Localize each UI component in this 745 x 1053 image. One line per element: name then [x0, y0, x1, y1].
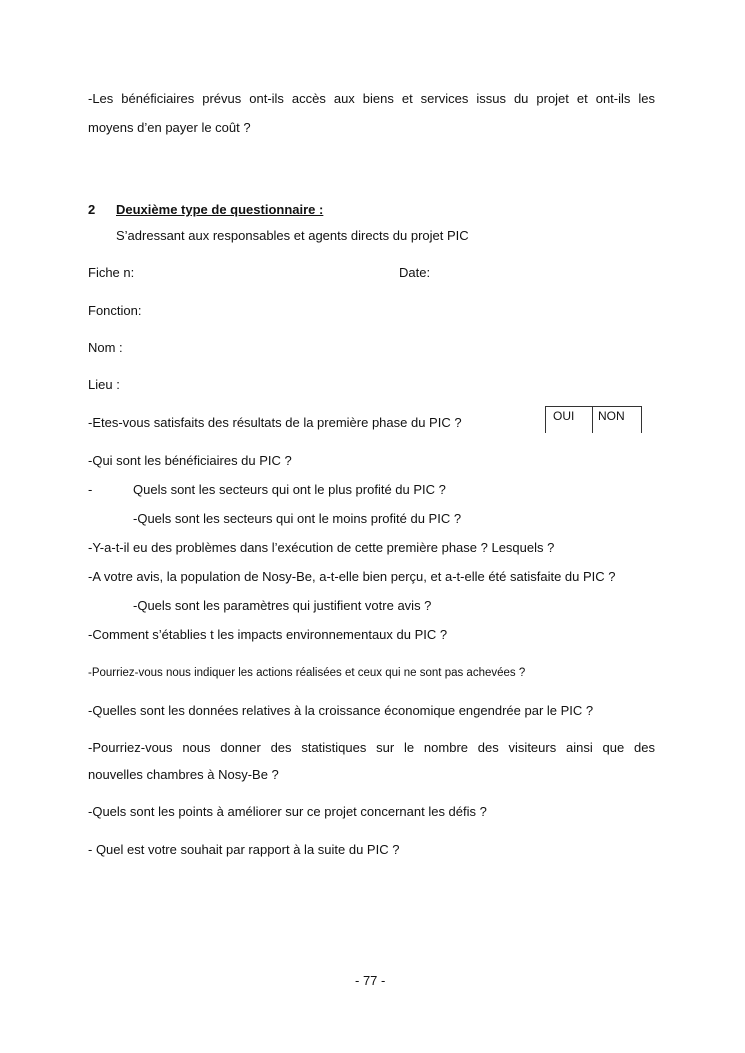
question-12: -Quels sont les points à améliorer sur ce projet concernant les défis ?: [88, 804, 487, 819]
question-10: -Quelles sont les données relatives à la croissance économique engendrée par le PIC ?: [88, 703, 594, 718]
question-3-bullet: -: [88, 482, 93, 497]
field-date: Date:: [399, 265, 431, 280]
section-number: 2: [88, 202, 96, 217]
question-1: -Etes-vous satisfaits des résultats de la première phase du PIC ?: [88, 415, 462, 430]
field-fiche: Fiche n:: [88, 265, 135, 280]
oui-label[interactable]: OUI: [553, 409, 575, 423]
checkbox-divider: [592, 406, 593, 433]
page-number: - 77 -: [355, 973, 386, 988]
question-7: -Quels sont les paramètres qui justifient votre avis ?: [133, 598, 432, 613]
field-nom: Nom :: [88, 340, 123, 355]
section-title: Deuxième type de questionnaire :: [116, 202, 324, 217]
field-lieu: Lieu :: [88, 377, 120, 392]
non-label[interactable]: NON: [598, 409, 625, 423]
question-9: -Pourriez-vous nous indiquer les actions réalisées et ceux qui ne sont pas achevées ?: [88, 667, 526, 679]
question-6: -A votre avis, la population de Nosy-Be, a-t-elle bien perçu, et a-t-elle été satisfaite du PIC ?: [88, 569, 616, 584]
question-2: -Qui sont les bénéficiaires du PIC ?: [88, 453, 292, 468]
question-11-line-1: -Pourriez-vous nous donner des statistiques sur le nombre des visiteurs ainsi que des: [88, 740, 655, 755]
intro-line-2: moyens d’en payer le coût ?: [88, 120, 251, 135]
question-3: Quels sont les secteurs qui ont le plus profité du PIC ?: [133, 482, 446, 497]
question-4: -Quels sont les secteurs qui ont le moins profité du PIC ?: [133, 511, 462, 526]
field-fonction: Fonction:: [88, 303, 142, 318]
question-11-line-2: nouvelles chambres à Nosy-Be ?: [88, 767, 279, 782]
question-13: - Quel est votre souhait par rapport à la suite du PIC ?: [88, 842, 400, 857]
section-subtitle: S’adressant aux responsables et agents directs du projet PIC: [116, 228, 469, 243]
question-8: -Comment s’établies t les impacts environnementaux du PIC ?: [88, 627, 448, 642]
intro-line-1: -Les bénéficiaires prévus ont-ils accès aux biens et services issus du projet et ont-ils les: [88, 91, 655, 106]
question-5: -Y-a-t-il eu des problèmes dans l’exécution de cette première phase ? Lesquels ?: [88, 540, 555, 555]
